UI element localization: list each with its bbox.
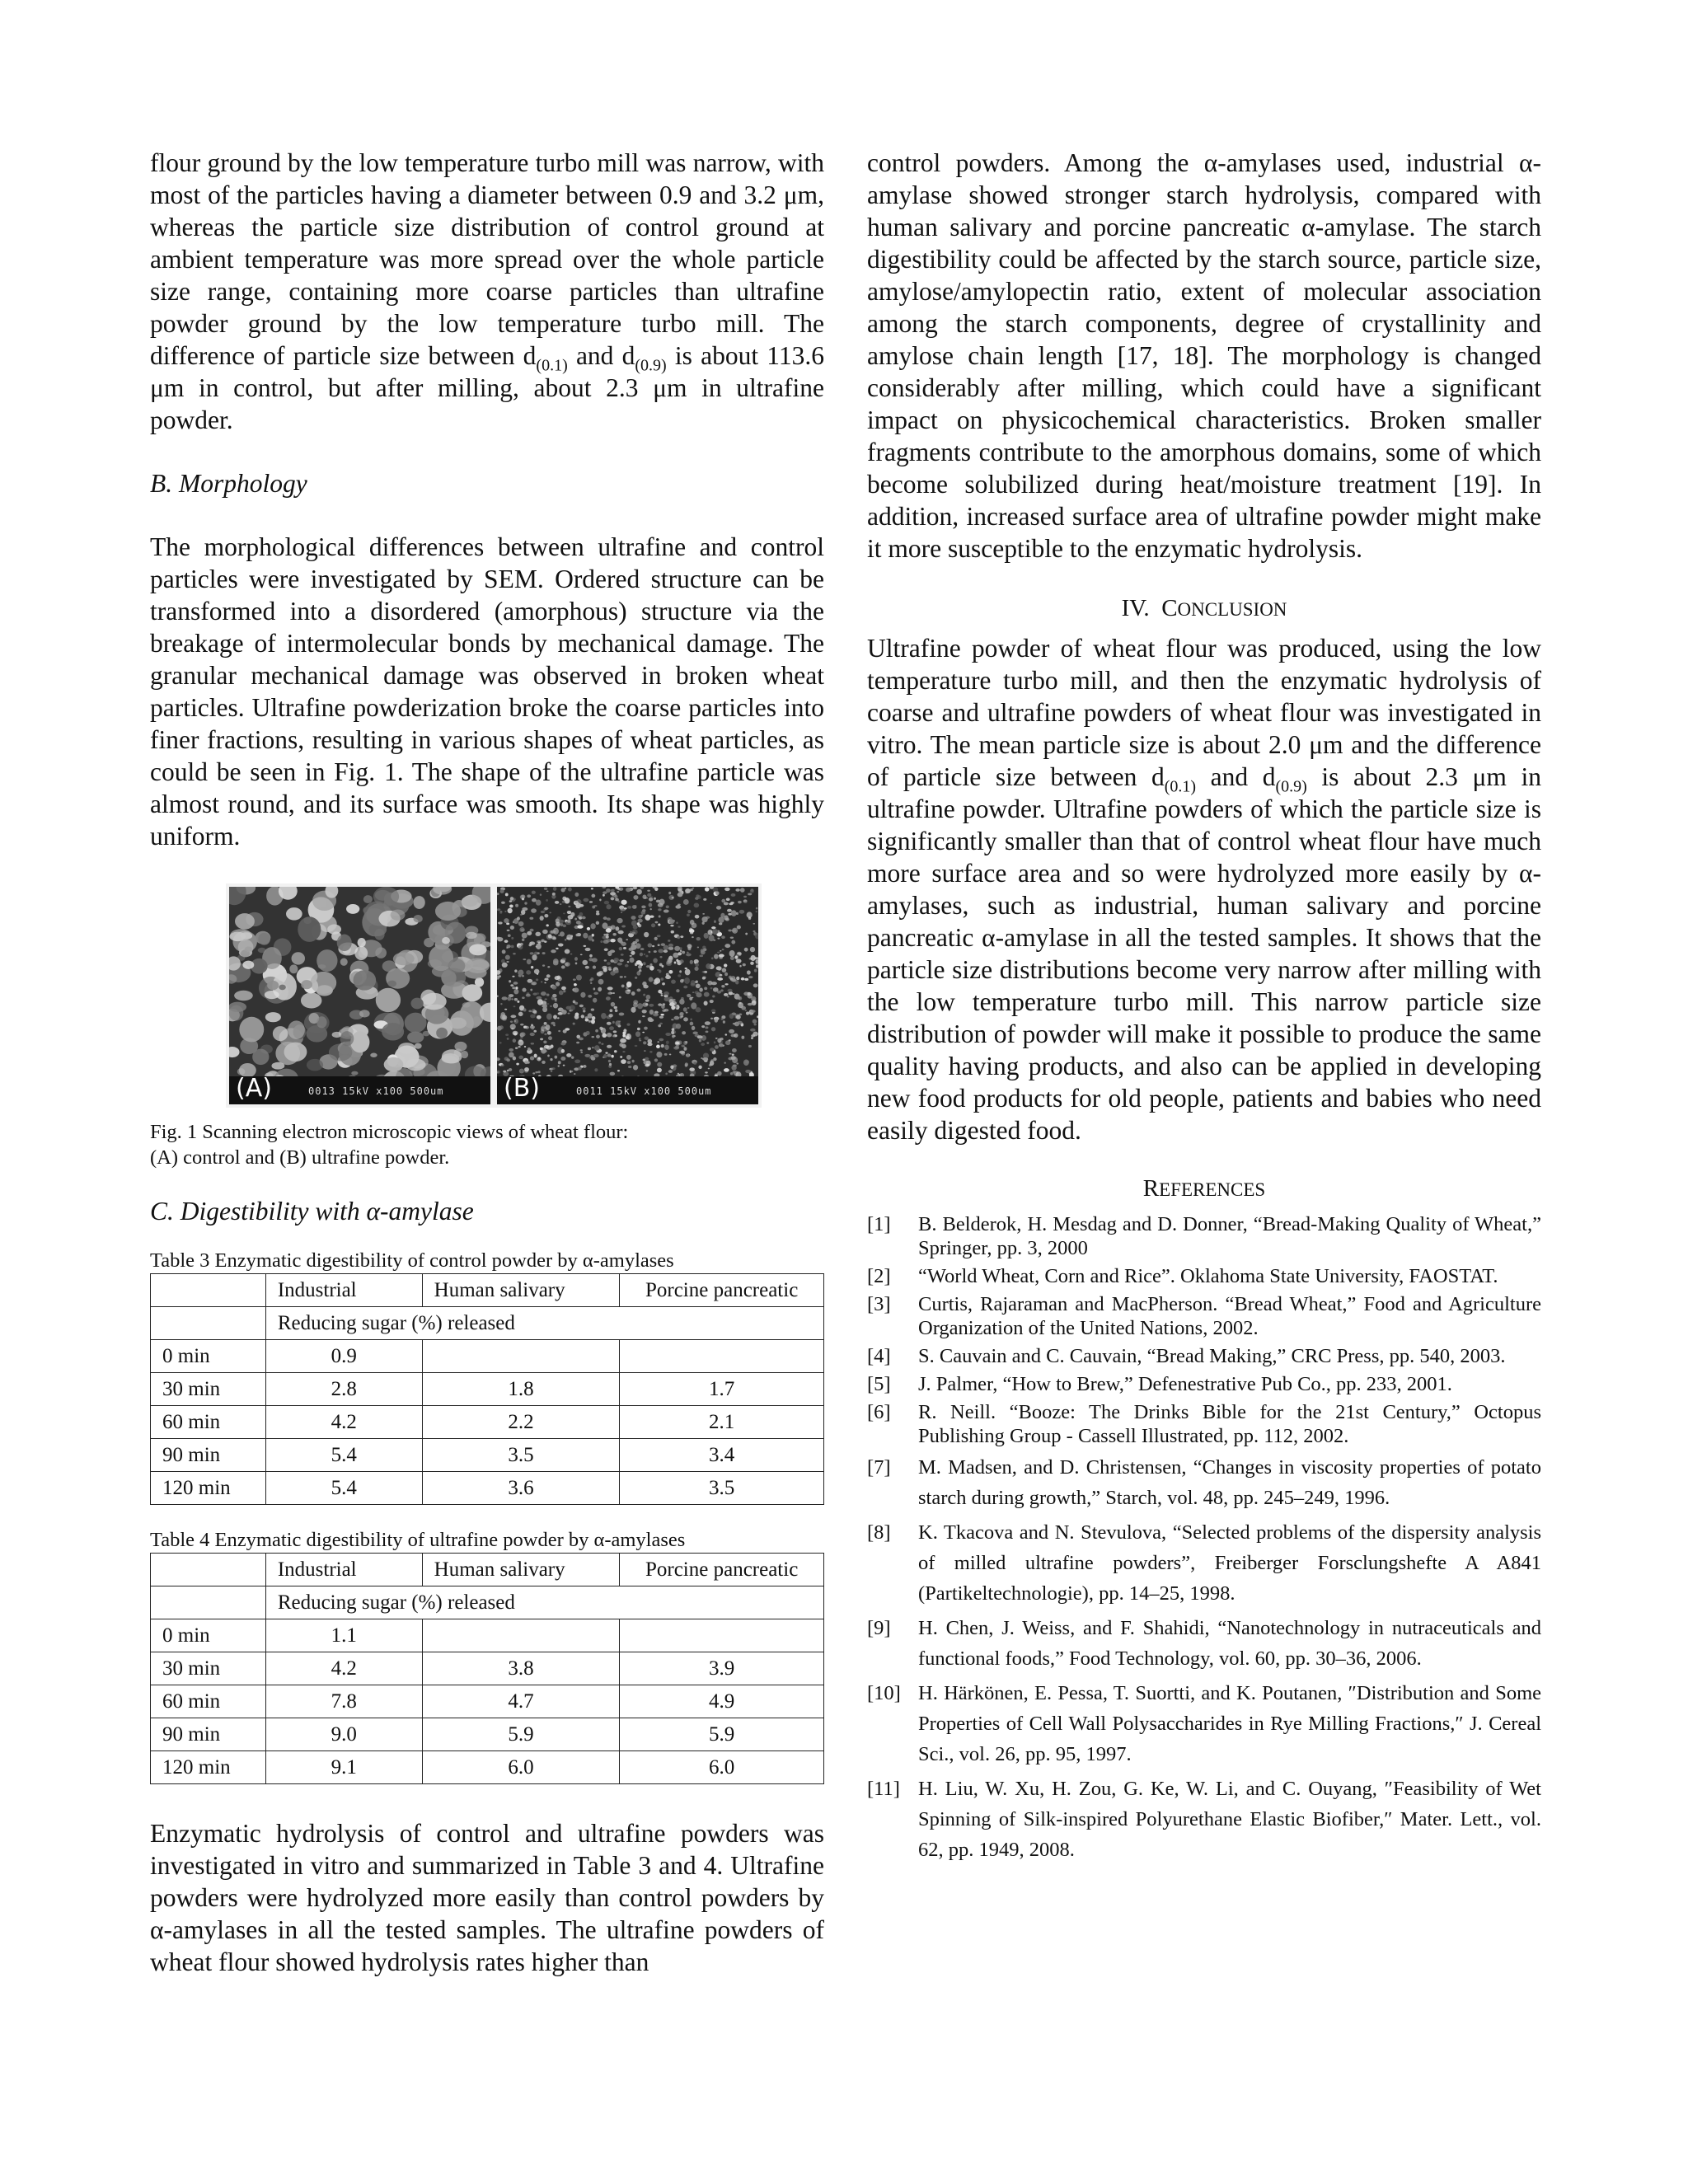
table-row: [151, 1652, 824, 1685]
conclusion-heading: [867, 593, 1541, 626]
reference-number: [2]: [867, 1265, 891, 1287]
reference-text: Curtis, Rajaraman and MacPherson. “Bread Wheat,” Food and Agriculture Organization of the United Nations, 2002.: [918, 1293, 1541, 1339]
reference-text: H. Härkönen, E. Pessa, T. Suortti, and K. Poutanen, ″Distribution and Some Properties of Cell Wall Polysaccharides in Rye Milling Fractions,″ J. Cereal Sci., vol. 26, pp. 95, 1997.: [918, 1682, 1541, 1765]
table4-caption: Table 4 Enzymatic digestibility of ultrafine powder by α-amylases: [150, 1529, 686, 1551]
panel-b-label: (B): [504, 1074, 540, 1103]
intro-paragraph: flour ground by the low temperature turbo mill was narrow, with most of the particles having a diameter between 0.9 and 3.2 μm, whereas the particle size distribution of control ground at ambient temperature was more spread over the whole particle size range, containing more coarse particles than ultrafine powder ground by the low temperature turbo mill. The difference of particle size between $d_{(0.1)}$ and $d_{(0.9)}$ is about 113.6 μm in control, but after milling, about 2.3 μm in ultrafine powder.: [150, 148, 825, 434]
table-header-cell: Porcine pancreatic: [620, 1554, 824, 1586]
section-b-title: B. Morphology: [150, 469, 307, 498]
table-row: [151, 1406, 824, 1439]
table-row: [151, 1619, 824, 1652]
reference-number: [6]: [867, 1401, 891, 1423]
reference-item: [867, 1774, 1541, 1865]
reference-number: [3]: [867, 1293, 891, 1315]
reference-item: [867, 1372, 1541, 1396]
table-cell-human: 5.9: [422, 1718, 620, 1751]
reference-number: [8]: [867, 1521, 891, 1544]
table4: [150, 1553, 824, 1784]
right-column: [867, 147, 1541, 1869]
panel-b-readout: 0011 15kV x100 500um: [576, 1085, 712, 1097]
table-cell-industrial: 5.4: [265, 1439, 422, 1472]
reference-item: [867, 1517, 1541, 1609]
morphology-paragraph: The morphological differences between ultrafine and control particles were investigated by SEM. Ordered structure can be transformed into a disordered (amorphous) structure via the breakage of intermolecular bonds by mechanical damage. The granular mechanical damage was observed in broken wheat particles. Ultrafine powderization broke the coarse particles into finer fractions, resulting in various shapes of wheat particles, as could be seen in Fig. 1. The shape of the ultrafine particle was almost round, and its surface was smooth. Its shape was highly uniform.: [150, 532, 824, 851]
references-heading: [867, 1173, 1541, 1206]
reference-item: [867, 1344, 1541, 1368]
table-row: [151, 1472, 824, 1505]
figure-caption-line2: (A) control and (B) ultrafine powder.: [150, 1146, 450, 1169]
table-cell-porcine: 5.9: [620, 1718, 824, 1751]
table-cell-time: 30 min: [151, 1652, 266, 1685]
table3-header-row: [151, 1274, 824, 1307]
panel-a-readout: 0013 15kV x100 500um: [308, 1085, 444, 1097]
table-header-cell: Industrial: [265, 1274, 422, 1307]
sem-image-ultrafine: [497, 887, 758, 1104]
conclusion-heading-number: IV.: [1121, 595, 1150, 621]
table-cell-time: 30 min: [151, 1373, 266, 1406]
table-cell-human: 3.8: [422, 1652, 620, 1685]
reference-text: M. Madsen, and D. Christensen, “Changes in viscosity properties of potato starch during growth,” Starch, vol. 48, pp. 245–249, 1996.: [918, 1456, 1541, 1509]
panel-a-label: (A): [236, 1074, 272, 1103]
table-header-cell: Human salivary: [422, 1274, 620, 1307]
reference-text: “World Wheat, Corn and Rice”. Oklahoma State University, FAOSTAT.: [918, 1265, 1498, 1287]
table-cell-time: 0 min: [151, 1340, 266, 1373]
table-cell-porcine: 2.1: [620, 1406, 824, 1439]
table-cell-industrial: 2.8: [265, 1373, 422, 1406]
reference-text: S. Cauvain and C. Cauvain, “Bread Making,” CRC Press, pp. 540, 2003.: [918, 1345, 1506, 1367]
table-cell-human: [422, 1340, 620, 1373]
table-cell-industrial: 9.0: [265, 1718, 422, 1751]
table-cell-time: 60 min: [151, 1406, 266, 1439]
figure-caption-line1: Fig. 1 Scanning electron microscopic views of wheat flour:: [150, 1121, 629, 1143]
table-cell-industrial: 4.2: [265, 1652, 422, 1685]
table-cell-porcine: 3.5: [620, 1472, 824, 1505]
reference-number: [7]: [867, 1456, 891, 1479]
table-header-cell: Human salivary: [422, 1554, 620, 1586]
table-cell-industrial: 0.9: [265, 1340, 422, 1373]
table-row: [151, 1751, 824, 1784]
table-cell-industrial: 9.1: [265, 1751, 422, 1784]
table-cell-time: 120 min: [151, 1472, 266, 1505]
table4-header-row: [151, 1554, 824, 1586]
table-cell-time: 0 min: [151, 1619, 266, 1652]
table-header-cell: [151, 1554, 266, 1586]
table3: [150, 1273, 824, 1505]
sem-image-control: [229, 887, 490, 1104]
table4-body: [151, 1619, 824, 1784]
table-cell-industrial: 7.8: [265, 1685, 422, 1718]
sem-texture-coarse: [229, 887, 490, 1104]
table-row: [151, 1340, 824, 1373]
figure-1: [226, 883, 762, 1108]
left-column: [150, 147, 824, 1978]
table-cell-human: 2.2: [422, 1406, 620, 1439]
table-row: [151, 1439, 824, 1472]
table4-subheader-row: [151, 1586, 824, 1619]
reference-item: [867, 1452, 1541, 1513]
reference-item: [867, 1678, 1541, 1769]
reference-number: [11]: [867, 1778, 900, 1800]
reference-item: [867, 1613, 1541, 1674]
reference-text: B. Belderok, H. Mesdag and D. Donner, “Bread-Making Quality of Wheat,” Springer, pp. 3, 2000: [918, 1213, 1541, 1259]
table-cell-human: 3.5: [422, 1439, 620, 1472]
table-header-cell: [151, 1274, 266, 1307]
table-row: [151, 1373, 824, 1406]
table-row: [151, 1718, 824, 1751]
table-cell-human: 3.6: [422, 1472, 620, 1505]
reference-text: J. Palmer, “How to Brew,” Defenestrative Pub Co., pp. 233, 2001.: [918, 1373, 1452, 1395]
table-cell-porcine: 3.4: [620, 1439, 824, 1472]
table-cell-time: 120 min: [151, 1751, 266, 1784]
reference-text: K. Tkacova and N. Stevulova, “Selected problems of the dispersity analysis of milled ultrafine powders”, Freiberger Forsclungshefte A A841 (Partikeltechnologie), pp. 14–25, 1998.: [918, 1521, 1541, 1605]
table-cell-porcine: 4.9: [620, 1685, 824, 1718]
reference-item: [867, 1292, 1541, 1340]
table-header-cell: Industrial: [265, 1554, 422, 1586]
table-cell-porcine: [620, 1619, 824, 1652]
reference-item: [867, 1212, 1541, 1260]
table-cell-industrial: 1.1: [265, 1619, 422, 1652]
table-cell-porcine: [620, 1340, 824, 1373]
table-header-cell: Porcine pancreatic: [620, 1274, 824, 1307]
table-row: [151, 1685, 824, 1718]
reference-number: [10]: [867, 1682, 901, 1704]
table-cell-industrial: 4.2: [265, 1406, 422, 1439]
references-heading-rest: EFERENCES: [1159, 1179, 1266, 1200]
reference-number: [9]: [867, 1617, 891, 1639]
table-subheader-cell: Reducing sugar (%) released: [265, 1307, 619, 1340]
table-cell-time: 60 min: [151, 1685, 266, 1718]
reference-number: [5]: [867, 1373, 891, 1395]
reference-item: [867, 1264, 1541, 1288]
reference-number: [1]: [867, 1213, 891, 1235]
section-c-title: C. Digestibility with α-amylase: [150, 1197, 474, 1226]
conclusion-paragraph: Ultrafine powder of wheat flour was produced, using the low temperature turbo mill, and then the enzymatic hydrolysis of coarse and ultrafine powders of wheat flour was investigated in vitro. The mean particle size is about 2.0 μm and the difference of particle size between $d_{(0.1)}$ and $d_{(0.9)}$ is about 2.3 μm in ultrafine powder. Ultrafine powders of which the particle size is significantly smaller than that of control wheat flour have much more surface area and so were hydrolyzed more easily by α-amylases, such as industrial, human salivary and porcine pancreatic α-amylase in all the tested samples. It shows that the particle size distributions become very narrow after milling with the low temperature turbo mill. This narrow particle size distribution of powder will make it possible to produce the same quality having products, and also can be applied in developing new food products for old people, patients and babies who need easily digested food.: [867, 634, 1541, 1145]
reference-number: [4]: [867, 1345, 891, 1367]
sem-texture-fine: [497, 887, 758, 1104]
table-cell-porcine: 3.9: [620, 1652, 824, 1685]
references-list: [867, 1212, 1541, 1865]
table-cell-porcine: 1.7: [620, 1373, 824, 1406]
table-cell-time: 90 min: [151, 1439, 266, 1472]
table-cell-human: 6.0: [422, 1751, 620, 1784]
conclusion-heading-rest: ONCLUSION: [1177, 599, 1287, 620]
reference-item: [867, 1400, 1541, 1448]
closing-paragraph: Enzymatic hydrolysis of control and ultrafine powders was investigated in vitro and summarized in Table 3 and 4. Ultrafine powders were hydrolyzed more easily than control powders by α-amylases in all the tested samples. The ultrafine powders of wheat flour showed hydrolysis rates higher than: [150, 1819, 824, 1976]
table-cell-human: [422, 1619, 620, 1652]
reference-text: H. Liu, W. Xu, H. Zou, G. Ke, W. Li, and C. Ouyang, ″Feasibility of Wet Spinning of Silk-inspired Polyurethane Elastic Biofiber,″ Mater. Lett., vol. 62, pp. 1949, 2008.: [918, 1778, 1541, 1861]
reference-text: R. Neill. “Booze: The Drinks Bible for the 21st Century,” Octopus Publishing Group - Cassell Illustrated, pp. 112, 2002.: [918, 1401, 1541, 1447]
table3-body: [151, 1340, 824, 1505]
table3-caption: Table 3 Enzymatic digestibility of control powder by α-amylases: [150, 1249, 674, 1272]
table3-subheader-row: [151, 1307, 824, 1340]
table-cell-human: 1.8: [422, 1373, 620, 1406]
table-cell-industrial: 5.4: [265, 1472, 422, 1505]
continuation-paragraph: control powders. Among the α-amylases used, industrial α-amylase showed stronger starch hydrolysis, compared with human salivary and porcine pancreatic α-amylase. The starch digestibility could be affected by the starch source, particle size, amylose/amylopectin ratio, extent of molecular association among the starch components, degree of crystallinity and amylose chain length [17, 18]. The morphology is changed considerably after milling, which could have a significant impact on physicochemical characteristics. Broken smaller fragments contribute to the amorphous domains, some of which become solubilized during heat/moisture treatment [19]. In addition, increased surface area of ultrafine powder might make it more susceptible to the enzymatic hydrolysis.: [867, 148, 1541, 563]
reference-text: H. Chen, J. Weiss, and F. Shahidi, “Nanotechnology in nutraceuticals and functional foods,” Food Technology, vol. 60, pp. 30–36, 2006.: [918, 1617, 1541, 1670]
table-cell-porcine: 6.0: [620, 1751, 824, 1784]
references-heading-initial: R: [1142, 1175, 1160, 1202]
conclusion-heading-initial: C: [1161, 595, 1178, 621]
table-cell-time: 90 min: [151, 1718, 266, 1751]
table-cell-human: 4.7: [422, 1685, 620, 1718]
table-subheader-cell: Reducing sugar (%) released: [265, 1586, 619, 1619]
